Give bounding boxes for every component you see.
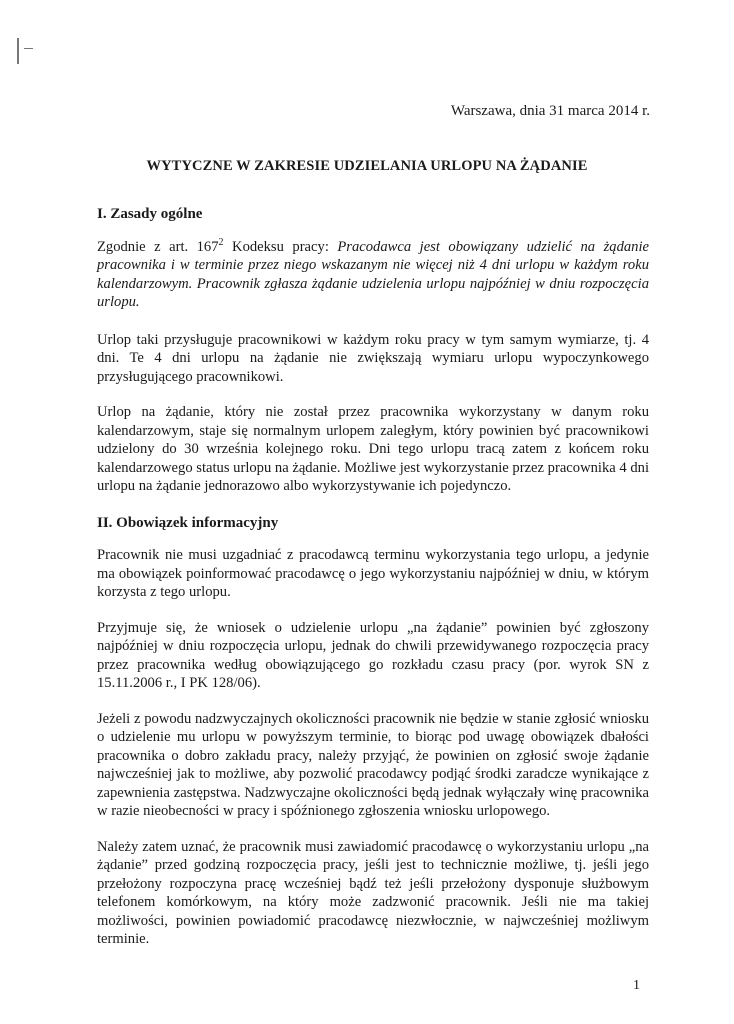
scan-artifact xyxy=(17,38,19,64)
section-heading: I. Zasady ogólne xyxy=(97,206,203,222)
citation-intro: Zgodnie z art. 167 xyxy=(97,238,219,255)
scan-artifact xyxy=(24,48,33,49)
paragraph: Należy zatem uznać, że pracownik musi zawiadomić pracodawcę o wykorzystaniu urlopu „na żądanie” przed godziną rozpoczęcia pracy, jeśli jest to technicznie możliwe, tj. jeśli jego przełożony rozpoczyna pracę wcześniej bądź też jeśli przełożony dysponuje służbowym telefonem komórkowym, na który może zadzwonić pracownik. Jeśli nie ma takiej możliwości, powinien powiadomić pracodawcę niezwłocznie, w najwcześniej możliwym terminie. xyxy=(97,838,649,947)
date-line: Warszawa, dnia 31 marca 2014 r. xyxy=(450,103,650,119)
section-heading: II. Obowiązek informacyjny xyxy=(97,514,279,531)
paragraph-legal-citation xyxy=(97,238,649,312)
citation-lead: Kodeksu pracy: xyxy=(223,238,338,255)
paragraph: Urlop na żądanie, który nie został przez pracownika wykorzystany w danym roku kalendarzowym, staje się normalnym urlopem zaległym, który powinien być pracownikowi udzielony do 30 września kolejnego roku. Dni tego urlopu tracą zatem z końcem roku kalendarzowego status urlopu na żądanie. Możliwe jest wykorzystanie przez pracownika 4 dni urlopu na żądanie jednorazowo albo wykorzystywanie ich pojedynczo. xyxy=(97,404,649,494)
paragraph: Przyjmuje się, że wniosek o udzielenie urlopu „na żądanie” powinien być zgłoszony najpóźniej w dniu rozpoczęcia urlopu, jednak do chwili przewidywanego rozpoczęcia pracy przez pracownika według obowiązującego go rozkładu czasu pracy (por. wyrok SN z 15.11.2006 r., I PK 128/06). xyxy=(97,619,649,691)
page-number: 1 xyxy=(633,978,640,993)
paragraph: Urlop taki przysługuje pracownikowi w każdym roku pracy w tym samym wymiarze, tj. 4 dni. Te 4 dni urlopu na żądanie nie zwiększają wymiaru urlopu wypoczynkowego przysługującego pracownikowi. xyxy=(97,331,649,385)
citation-quote: Pracodawca jest obowiązany udzielić na żądanie pracownika i w terminie przez niego wskazanym nie więcej niż 4 dni urlopu w każdym roku kalendarzowym. Pracownik zgłasza żądanie udzielenia urlopu najpóźniej w dniu rozpoczęcia urlopu. xyxy=(97,238,649,310)
paragraph: Pracownik nie musi uzgadniać z pracodawcą terminu wykorzystania tego urlopu, a jedynie ma obowiązek poinformować pracodawcę o jego wykorzystaniu najpóźniej w dniu, w którym korzysta z tego urlopu. xyxy=(97,547,649,600)
document-title: WYTYCZNE W ZAKRESIE UDZIELANIA URLOPU NA ŻĄDANIE xyxy=(146,158,588,174)
article-superscript: 2 xyxy=(218,236,224,248)
document-body xyxy=(97,205,649,966)
paragraph: Jeżeli z powodu nadzwyczajnych okoliczności pracownik nie będzie w stanie zgłosić wniosku o udzielenie mu urlopu w powyższym terminie, to biorąc pod uwagę obowiązek dbałości pracownika o dobro zakładu pracy, należy przyjąć, że powinien on zgłosić swoje żądanie najwcześniej jak to możliwe, aby pozwolić pracodawcy podjąć środki zaradcze wynikające z zapewnienia zastępstwa. Nadzwyczajne okoliczności będą jednak wyłączały winę pracownika w razie nieobecności w pracy i spóźnionego zgłoszenia wniosku urlopowego. xyxy=(97,710,649,819)
